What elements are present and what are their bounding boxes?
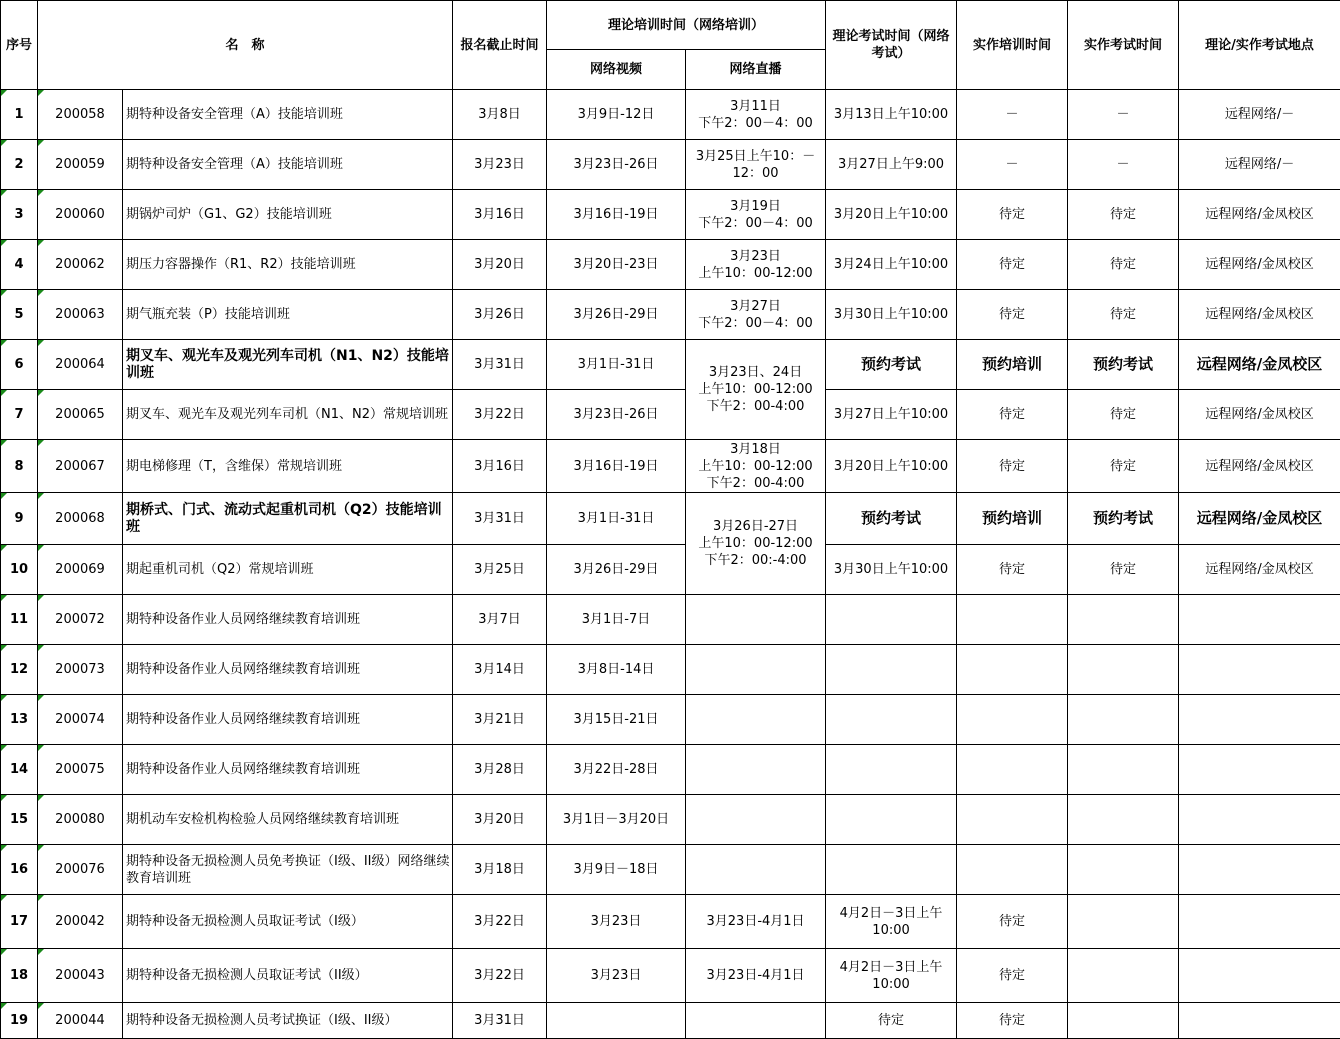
row-video: 3月8日-14日: [547, 645, 686, 695]
row-practice-exam: [1068, 795, 1179, 845]
table-row: [1, 440, 1340, 493]
row-live: 3月18日 上午10：00-12:00 下午2：00-4:00: [686, 440, 826, 493]
row-theory-exam: 3月20日上午10:00: [826, 440, 957, 493]
row-practice-exam: 待定: [1068, 290, 1179, 340]
row-live: 3月19日 下午2：00－4：00: [686, 190, 826, 240]
row-video: [547, 1003, 686, 1039]
header-video: 网络视频: [547, 50, 686, 90]
header-location: 理论/实作考试地点: [1179, 1, 1340, 90]
row-theory-exam: [826, 645, 957, 695]
row-index: 3: [1, 190, 38, 240]
cell-flag-icon: [1, 90, 7, 96]
row-location: 远程网络/金凤校区: [1179, 545, 1340, 595]
row-index: 18: [1, 949, 38, 1003]
row-deadline: 3月18日: [453, 845, 547, 895]
row-deadline: 3月31日: [453, 493, 547, 545]
table-row: [1, 140, 1340, 190]
row-practice-train: 待定: [957, 240, 1068, 290]
row-code: 200075: [38, 745, 123, 795]
row-location: [1179, 795, 1340, 845]
cell-flag-icon: [38, 90, 44, 96]
row-deadline: 3月25日: [453, 545, 547, 595]
row-index: 9: [1, 493, 38, 545]
row-location: 远程网络/－: [1179, 90, 1340, 140]
row-deadline: 3月20日: [453, 240, 547, 290]
row-location: 远程网络/金凤校区: [1179, 493, 1340, 545]
cell-flag-icon: [1, 545, 7, 551]
row-practice-exam: [1068, 645, 1179, 695]
cell-flag-icon: [1, 440, 7, 446]
row-practice-exam: －: [1068, 90, 1179, 140]
table-row: [1, 895, 1340, 949]
table-row: [1, 190, 1340, 240]
row-location: [1179, 895, 1340, 949]
row-practice-exam: [1068, 949, 1179, 1003]
header-deadline: 报名截止时间: [453, 1, 547, 90]
cell-flag-icon: [1, 390, 7, 396]
row-location: [1179, 949, 1340, 1003]
row-practice-exam: 预约考试: [1068, 340, 1179, 390]
row-practice-exam: 待定: [1068, 190, 1179, 240]
row-deadline: 3月16日: [453, 440, 547, 493]
row-theory-exam: 3月30日上午10:00: [826, 290, 957, 340]
table-row: [1, 695, 1340, 745]
row-name: 期叉车、观光车及观光列车司机（N1、N2）技能培训班: [123, 340, 453, 390]
row-code: 200065: [38, 390, 123, 440]
row-name: 期压力容器操作（R1、R2）技能培训班: [123, 240, 453, 290]
row-location: 远程网络/金凤校区: [1179, 190, 1340, 240]
row-practice-exam: 待定: [1068, 390, 1179, 440]
row-practice-exam: [1068, 745, 1179, 795]
row-video: 3月15日-21日: [547, 695, 686, 745]
row-video: 3月23日-26日: [547, 390, 686, 440]
header-idx: 序号: [1, 1, 38, 90]
cell-flag-icon: [38, 645, 44, 651]
table-row: [1, 1003, 1340, 1039]
row-practice-train: [957, 645, 1068, 695]
cell-flag-icon: [38, 340, 44, 346]
row-live: [686, 1003, 826, 1039]
row-name: 期桥式、门式、流动式起重机司机（Q2）技能培训班: [123, 493, 453, 545]
cell-flag-icon: [38, 595, 44, 601]
row-index: 15: [1, 795, 38, 845]
row-name: 期起重机司机（Q2）常规培训班: [123, 545, 453, 595]
row-practice-train: 待定: [957, 190, 1068, 240]
row-theory-exam: [826, 845, 957, 895]
row-practice-train: 待定: [957, 545, 1068, 595]
row-name: 期特种设备无损检测人员免考换证（I级、II级）网络继续教育培训班: [123, 845, 453, 895]
row-deadline: 3月8日: [453, 90, 547, 140]
cell-flag-icon: [38, 1003, 44, 1009]
row-practice-train: [957, 745, 1068, 795]
row-location: 远程网络/－: [1179, 140, 1340, 190]
row-code: 200044: [38, 1003, 123, 1039]
row-video: 3月22日-28日: [547, 745, 686, 795]
row-video: 3月16日-19日: [547, 440, 686, 493]
row-index: 13: [1, 695, 38, 745]
row-code: 200043: [38, 949, 123, 1003]
cell-flag-icon: [1, 140, 7, 146]
table-row: [1, 949, 1340, 1003]
row-name: 期特种设备安全管理（A）技能培训班: [123, 90, 453, 140]
cell-flag-icon: [1, 745, 7, 751]
row-deadline: 3月28日: [453, 745, 547, 795]
row-code: 200072: [38, 595, 123, 645]
row-location: [1179, 695, 1340, 745]
row-code: 200064: [38, 340, 123, 390]
row-code: 200060: [38, 190, 123, 240]
row-index: 5: [1, 290, 38, 340]
row-video: 3月23日: [547, 949, 686, 1003]
row-theory-exam: 3月13日上午10:00: [826, 90, 957, 140]
table-row: [1, 845, 1340, 895]
table-row: [1, 493, 1340, 545]
cell-flag-icon: [38, 190, 44, 196]
row-name: 期气瓶充装（P）技能培训班: [123, 290, 453, 340]
cell-flag-icon: [1, 645, 7, 651]
row-deadline: 3月22日: [453, 895, 547, 949]
row-location: 远程网络/金凤校区: [1179, 440, 1340, 493]
cell-flag-icon: [1, 190, 7, 196]
row-video: 3月9日-12日: [547, 90, 686, 140]
table-row: [1, 90, 1340, 140]
row-live: [686, 695, 826, 745]
header-practice-train: 实作培训时间: [957, 1, 1068, 90]
row-video: 3月1日-31日: [547, 340, 686, 390]
row-name: 期特种设备作业人员网络继续教育培训班: [123, 695, 453, 745]
row-live: [686, 595, 826, 645]
row-practice-exam: 预约考试: [1068, 493, 1179, 545]
row-name: 期机动车安检机构检验人员网络继续教育培训班: [123, 795, 453, 845]
table-row: [1, 240, 1340, 290]
row-code: 200042: [38, 895, 123, 949]
row-live: [686, 745, 826, 795]
row-practice-exam: 待定: [1068, 545, 1179, 595]
row-location: 远程网络/金凤校区: [1179, 290, 1340, 340]
cell-flag-icon: [38, 493, 44, 499]
row-code: 200069: [38, 545, 123, 595]
row-location: 远程网络/金凤校区: [1179, 240, 1340, 290]
row-practice-exam: 待定: [1068, 440, 1179, 493]
row-index: 12: [1, 645, 38, 695]
row-live: [686, 795, 826, 845]
row-deadline: 3月23日: [453, 140, 547, 190]
row-code: 200067: [38, 440, 123, 493]
row-theory-exam: 3月27日上午9:00: [826, 140, 957, 190]
row-index: 7: [1, 390, 38, 440]
row-live: 3月11日 下午2：00－4：00: [686, 90, 826, 140]
cell-flag-icon: [38, 845, 44, 851]
row-name: 期叉车、观光车及观光列车司机（N1、N2）常规培训班: [123, 390, 453, 440]
cell-flag-icon: [1, 845, 7, 851]
row-code: 200058: [38, 90, 123, 140]
cell-flag-icon: [1, 290, 7, 296]
row-theory-exam: 待定: [826, 1003, 957, 1039]
row-code: 200074: [38, 695, 123, 745]
row-practice-train: 待定: [957, 895, 1068, 949]
row-deadline: 3月26日: [453, 290, 547, 340]
row-practice-train: 待定: [957, 440, 1068, 493]
row-practice-train: [957, 795, 1068, 845]
cell-flag-icon: [38, 290, 44, 296]
row-index: 6: [1, 340, 38, 390]
row-index: 8: [1, 440, 38, 493]
row-index: 4: [1, 240, 38, 290]
row-practice-exam: [1068, 1003, 1179, 1039]
cell-flag-icon: [38, 440, 44, 446]
row-deadline: 3月20日: [453, 795, 547, 845]
cell-flag-icon: [1, 949, 7, 955]
row-video: 3月23日-26日: [547, 140, 686, 190]
row-video: 3月23日: [547, 895, 686, 949]
table-row: [1, 390, 1340, 440]
row-practice-train: －: [957, 90, 1068, 140]
cell-flag-icon: [38, 949, 44, 955]
cell-flag-icon: [1, 493, 7, 499]
row-index: 17: [1, 895, 38, 949]
row-live: 3月23日-4月1日: [686, 895, 826, 949]
row-theory-exam: 4月2日－3日上午10:00: [826, 949, 957, 1003]
header-practice-exam: 实作考试时间: [1068, 1, 1179, 90]
row-index: 19: [1, 1003, 38, 1039]
row-video: 3月20日-23日: [547, 240, 686, 290]
row-index: 11: [1, 595, 38, 645]
cell-flag-icon: [1, 695, 7, 701]
row-video: 3月1日－3月20日: [547, 795, 686, 845]
row-name: 期锅炉司炉（G1、G2）技能培训班: [123, 190, 453, 240]
row-practice-exam: [1068, 845, 1179, 895]
row-location: [1179, 745, 1340, 795]
header-theory-exam: 理论考试时间（网络考试）: [826, 1, 957, 90]
cell-flag-icon: [38, 545, 44, 551]
row-practice-train: －: [957, 140, 1068, 190]
row-video: 3月26日-29日: [547, 545, 686, 595]
row-theory-exam: [826, 795, 957, 845]
row-theory-exam: [826, 745, 957, 795]
row-deadline: 3月31日: [453, 340, 547, 390]
row-practice-train: [957, 595, 1068, 645]
row-name: 期特种设备作业人员网络继续教育培训班: [123, 745, 453, 795]
cell-flag-icon: [1, 795, 7, 801]
row-location: [1179, 595, 1340, 645]
row-theory-exam: 3月24日上午10:00: [826, 240, 957, 290]
row-practice-train: [957, 695, 1068, 745]
table-row: [1, 795, 1340, 845]
row-practice-exam: －: [1068, 140, 1179, 190]
row-practice-train: 待定: [957, 1003, 1068, 1039]
row-theory-exam: 4月2日－3日上午10:00: [826, 895, 957, 949]
cell-flag-icon: [38, 240, 44, 246]
row-deadline: 3月22日: [453, 949, 547, 1003]
row-practice-exam: [1068, 695, 1179, 745]
row-theory-exam: [826, 595, 957, 645]
cell-flag-icon: [38, 140, 44, 146]
cell-flag-icon: [1, 895, 7, 901]
cell-flag-icon: [38, 390, 44, 396]
row-live: 3月23日、24日 上午10：00-12:00 下午2：00-4:00: [686, 340, 826, 440]
row-name: 期特种设备无损检测人员取证考试（II级）: [123, 949, 453, 1003]
row-name: 期特种设备安全管理（A）技能培训班: [123, 140, 453, 190]
row-live: 3月27日 下午2：00－4：00: [686, 290, 826, 340]
row-practice-train: 待定: [957, 390, 1068, 440]
row-index: 2: [1, 140, 38, 190]
row-practice-train: 预约培训: [957, 493, 1068, 545]
row-practice-train: 待定: [957, 949, 1068, 1003]
row-name: 期特种设备无损检测人员取证考试（I级）: [123, 895, 453, 949]
row-video: 3月9日－18日: [547, 845, 686, 895]
cell-flag-icon: [1, 340, 7, 346]
row-live: [686, 645, 826, 695]
header-theory-train: 理论培训时间（网络培训）: [547, 1, 826, 50]
row-practice-train: 预约培训: [957, 340, 1068, 390]
row-name: 期特种设备作业人员网络继续教育培训班: [123, 595, 453, 645]
row-name: 期特种设备作业人员网络继续教育培训班: [123, 645, 453, 695]
cell-flag-icon: [1, 1003, 7, 1009]
table-row: [1, 595, 1340, 645]
row-code: 200059: [38, 140, 123, 190]
row-location: [1179, 1003, 1340, 1039]
table-row: [1, 340, 1340, 390]
row-theory-exam: 3月20日上午10:00: [826, 190, 957, 240]
cell-flag-icon: [38, 895, 44, 901]
row-live: 3月25日上午10：－12：00: [686, 140, 826, 190]
row-video: 3月16日-19日: [547, 190, 686, 240]
row-deadline: 3月21日: [453, 695, 547, 745]
row-live: 3月23日 上午10：00-12:00: [686, 240, 826, 290]
row-deadline: 3月7日: [453, 595, 547, 645]
row-index: 10: [1, 545, 38, 595]
row-code: 200076: [38, 845, 123, 895]
row-live: 3月26日-27日 上午10：00-12:00 下午2：00:-4:00: [686, 493, 826, 595]
row-practice-exam: [1068, 895, 1179, 949]
row-name: 期电梯修理（T，含维保）常规培训班: [123, 440, 453, 493]
cell-flag-icon: [38, 745, 44, 751]
row-theory-exam: 预约考试: [826, 340, 957, 390]
row-deadline: 3月22日: [453, 390, 547, 440]
row-code: 200063: [38, 290, 123, 340]
cell-flag-icon: [1, 240, 7, 246]
row-video: 3月26日-29日: [547, 290, 686, 340]
row-location: [1179, 645, 1340, 695]
row-index: 16: [1, 845, 38, 895]
row-location: [1179, 845, 1340, 895]
row-theory-exam: 3月27日上午10:00: [826, 390, 957, 440]
row-live: 3月23日-4月1日: [686, 949, 826, 1003]
row-practice-exam: 待定: [1068, 240, 1179, 290]
table-row: [1, 645, 1340, 695]
row-practice-train: [957, 845, 1068, 895]
row-code: 200073: [38, 645, 123, 695]
row-name: 期特种设备无损检测人员考试换证（I级、II级）: [123, 1003, 453, 1039]
table-row: [1, 545, 1340, 595]
cell-flag-icon: [38, 695, 44, 701]
row-deadline: 3月31日: [453, 1003, 547, 1039]
row-index: 1: [1, 90, 38, 140]
row-deadline: 3月14日: [453, 645, 547, 695]
row-code: 200062: [38, 240, 123, 290]
row-deadline: 3月16日: [453, 190, 547, 240]
row-index: 14: [1, 745, 38, 795]
cell-flag-icon: [38, 795, 44, 801]
cell-flag-icon: [1, 595, 7, 601]
header-name: 名 称: [38, 1, 453, 90]
row-theory-exam: [826, 695, 957, 745]
row-code: 200080: [38, 795, 123, 845]
row-practice-exam: [1068, 595, 1179, 645]
table-row: [1, 745, 1340, 795]
table-body: [1, 90, 1340, 1039]
row-location: 远程网络/金凤校区: [1179, 340, 1340, 390]
header-live: 网络直播: [686, 50, 826, 90]
row-practice-train: 待定: [957, 290, 1068, 340]
row-video: 3月1日-7日: [547, 595, 686, 645]
row-theory-exam: 预约考试: [826, 493, 957, 545]
row-video: 3月1日-31日: [547, 493, 686, 545]
row-code: 200068: [38, 493, 123, 545]
table-row: [1, 290, 1340, 340]
row-live: [686, 845, 826, 895]
row-location: 远程网络/金凤校区: [1179, 390, 1340, 440]
row-theory-exam: 3月30日上午10:00: [826, 545, 957, 595]
